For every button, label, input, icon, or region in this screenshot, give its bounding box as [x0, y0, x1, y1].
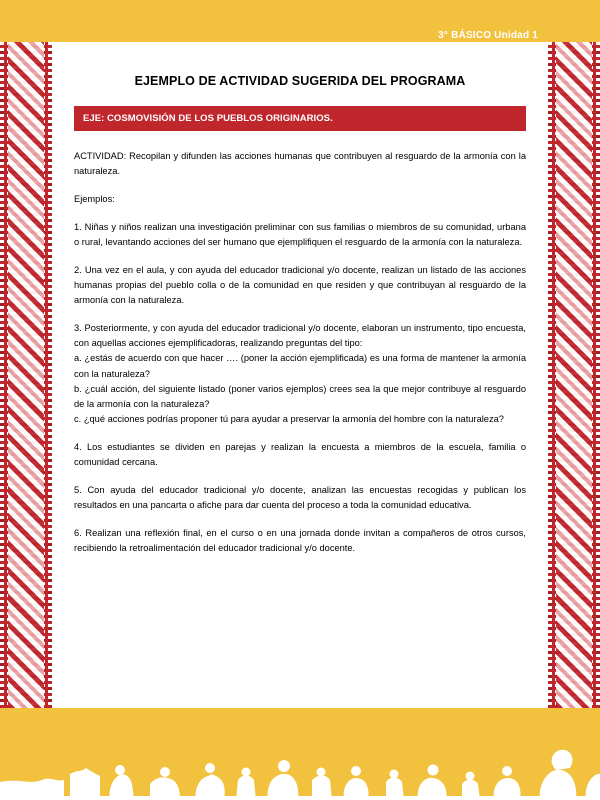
- right-decorative-border: [548, 42, 600, 708]
- right-border-edge-inner: [552, 42, 555, 708]
- activity-item-6: 6. Realizan una reflexión final, en el curso o en una jornada donde invitan a compañeros de otros cursos, recibiendo la retroalimentación del educador tradicional y/o docente.: [74, 527, 526, 553]
- left-border-edge-inner: [4, 42, 7, 708]
- left-border-edge-outer: [45, 42, 48, 708]
- document-content: [52, 42, 548, 708]
- activity-subitem-b: b. ¿cuál acción, del siguiente listado (poner varios ejemplos) crees sea la que mejor contribuye al resguardo de la armonía con la naturaleza?: [74, 383, 526, 409]
- footer-silhouette-icon: [0, 730, 600, 800]
- activity-subitem-a: a. ¿estás de acuerdo con que hacer …. (poner la acción ejemplificada) es una forma de mantener la armonía con la naturaleza?: [74, 353, 526, 379]
- left-decorative-border: [0, 42, 52, 708]
- right-border-edge-outer: [593, 42, 596, 708]
- activity-subitem-c: c. ¿qué acciones podrías proponer tú para ayudar a preservar la armonía del hombre con la naturaleza?: [74, 413, 504, 424]
- top-yellow-band: [0, 0, 600, 42]
- page-title: EJEMPLO DE ACTIVIDAD SUGERIDA DEL PROGRAMA: [134, 74, 466, 88]
- activity-item-2: 2. Una vez en el aula, y con ayuda del educador tradicional y/o docente, realizan un listado de las acciones humanas propias del pueblo colla o de la comunidad en que residen y que contribuyan al resguardo de la armonía con la naturaleza.: [74, 265, 526, 306]
- activity-item-3: 3. Posteriormente, y con ayuda del educador tradicional y/o docente, elaboran un instrumento, tipo encuesta, con aquellas acciones ejemplificadoras, realizando preguntas del tipo:: [74, 323, 526, 349]
- bottom-yellow-band: [0, 708, 600, 800]
- unit-badge: 3° BÁSICO Unidad 1: [438, 30, 538, 41]
- activity-item-1: 1. Niñas y niños realizan una investigación preliminar con sus familias o miembros de su comunidad, urbana o rural, levantando acciones del ser humano que ejemplifiquen el resguardo de la armonía con la naturaleza.: [74, 222, 526, 248]
- activity-item-4: 4. Los estudiantes se dividen en parejas y realizan la encuesta a miembros de la escuela, familia o comunidad cercana.: [74, 441, 526, 467]
- examples-label: Ejemplos:: [74, 194, 115, 205]
- left-border-pattern: [8, 42, 44, 708]
- activity-item-3-group: [74, 321, 526, 426]
- activity-item-5: 5. Con ayuda del educador tradicional y/o docente, analizan las encuestas recogidas y publican los resultados en una pancarta o afiche para dar cuenta del proceso a toda la comunidad educativa.: [74, 484, 526, 510]
- activity-paragraph: ACTIVIDAD: Recopilan y difunden las acciones humanas que contribuyen al resguardo de la armonía con la naturaleza.: [74, 151, 526, 177]
- right-border-pattern: [556, 42, 592, 708]
- eje-banner: EJE: COSMOVISIÓN DE LOS PUEBLOS ORIGINARIOS.: [74, 106, 526, 131]
